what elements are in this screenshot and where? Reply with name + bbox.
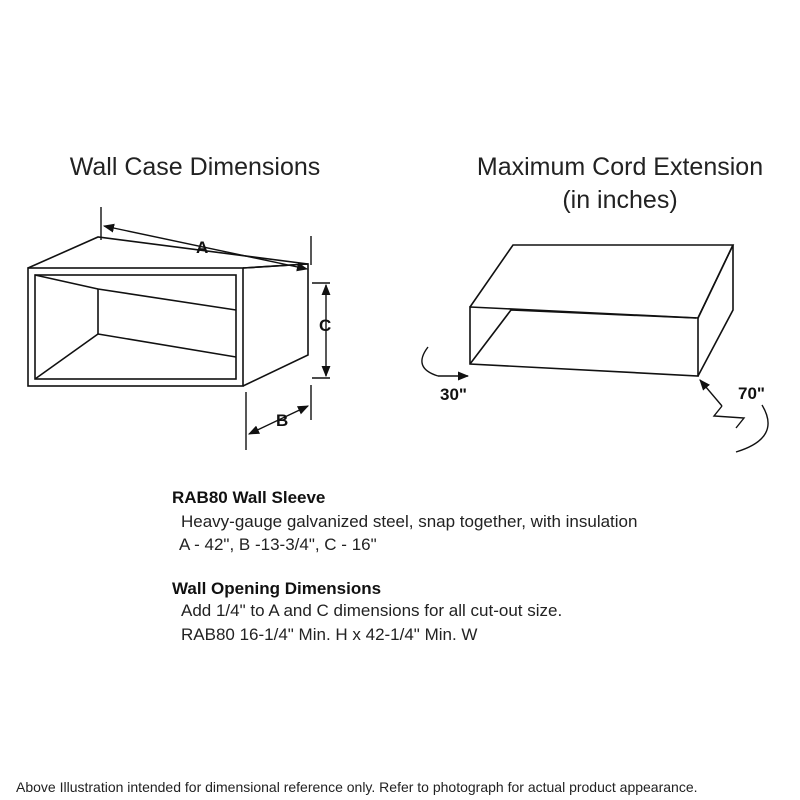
label-70: 70"	[738, 384, 765, 403]
label-30: 30"	[440, 385, 467, 404]
cord-extension-title: Maximum Cord Extension	[476, 153, 764, 181]
label-a: A	[196, 238, 209, 257]
label-b: B	[276, 411, 289, 430]
wall-case-title: Wall Case Dimensions	[69, 153, 321, 181]
label-c: C	[319, 316, 332, 335]
opening-heading: Wall Opening Dimensions	[172, 579, 382, 598]
sleeve-line1: Heavy-gauge galvanized steel, snap together, with insulation	[181, 512, 638, 531]
sleeve-heading: RAB80 Wall Sleeve	[172, 488, 326, 507]
opening-line1: Add 1/4" to A and C dimensions for all cut-out size.	[181, 601, 563, 620]
left-cord-arrow	[422, 347, 468, 376]
cord-extension-subtitle: (in inches)	[562, 186, 678, 214]
wall-case-box	[28, 237, 308, 386]
disclaimer-footer: Above Illustration intended for dimensional reference only. Refer to photograph for actual product appearance.	[16, 779, 698, 795]
sleeve-line2: A - 42", B -13-3/4", C - 16"	[179, 535, 377, 554]
opening-line2: RAB80 16-1/4" Min. H x 42-1/4" Min. W	[181, 625, 478, 644]
cord-extension-box	[470, 245, 733, 376]
